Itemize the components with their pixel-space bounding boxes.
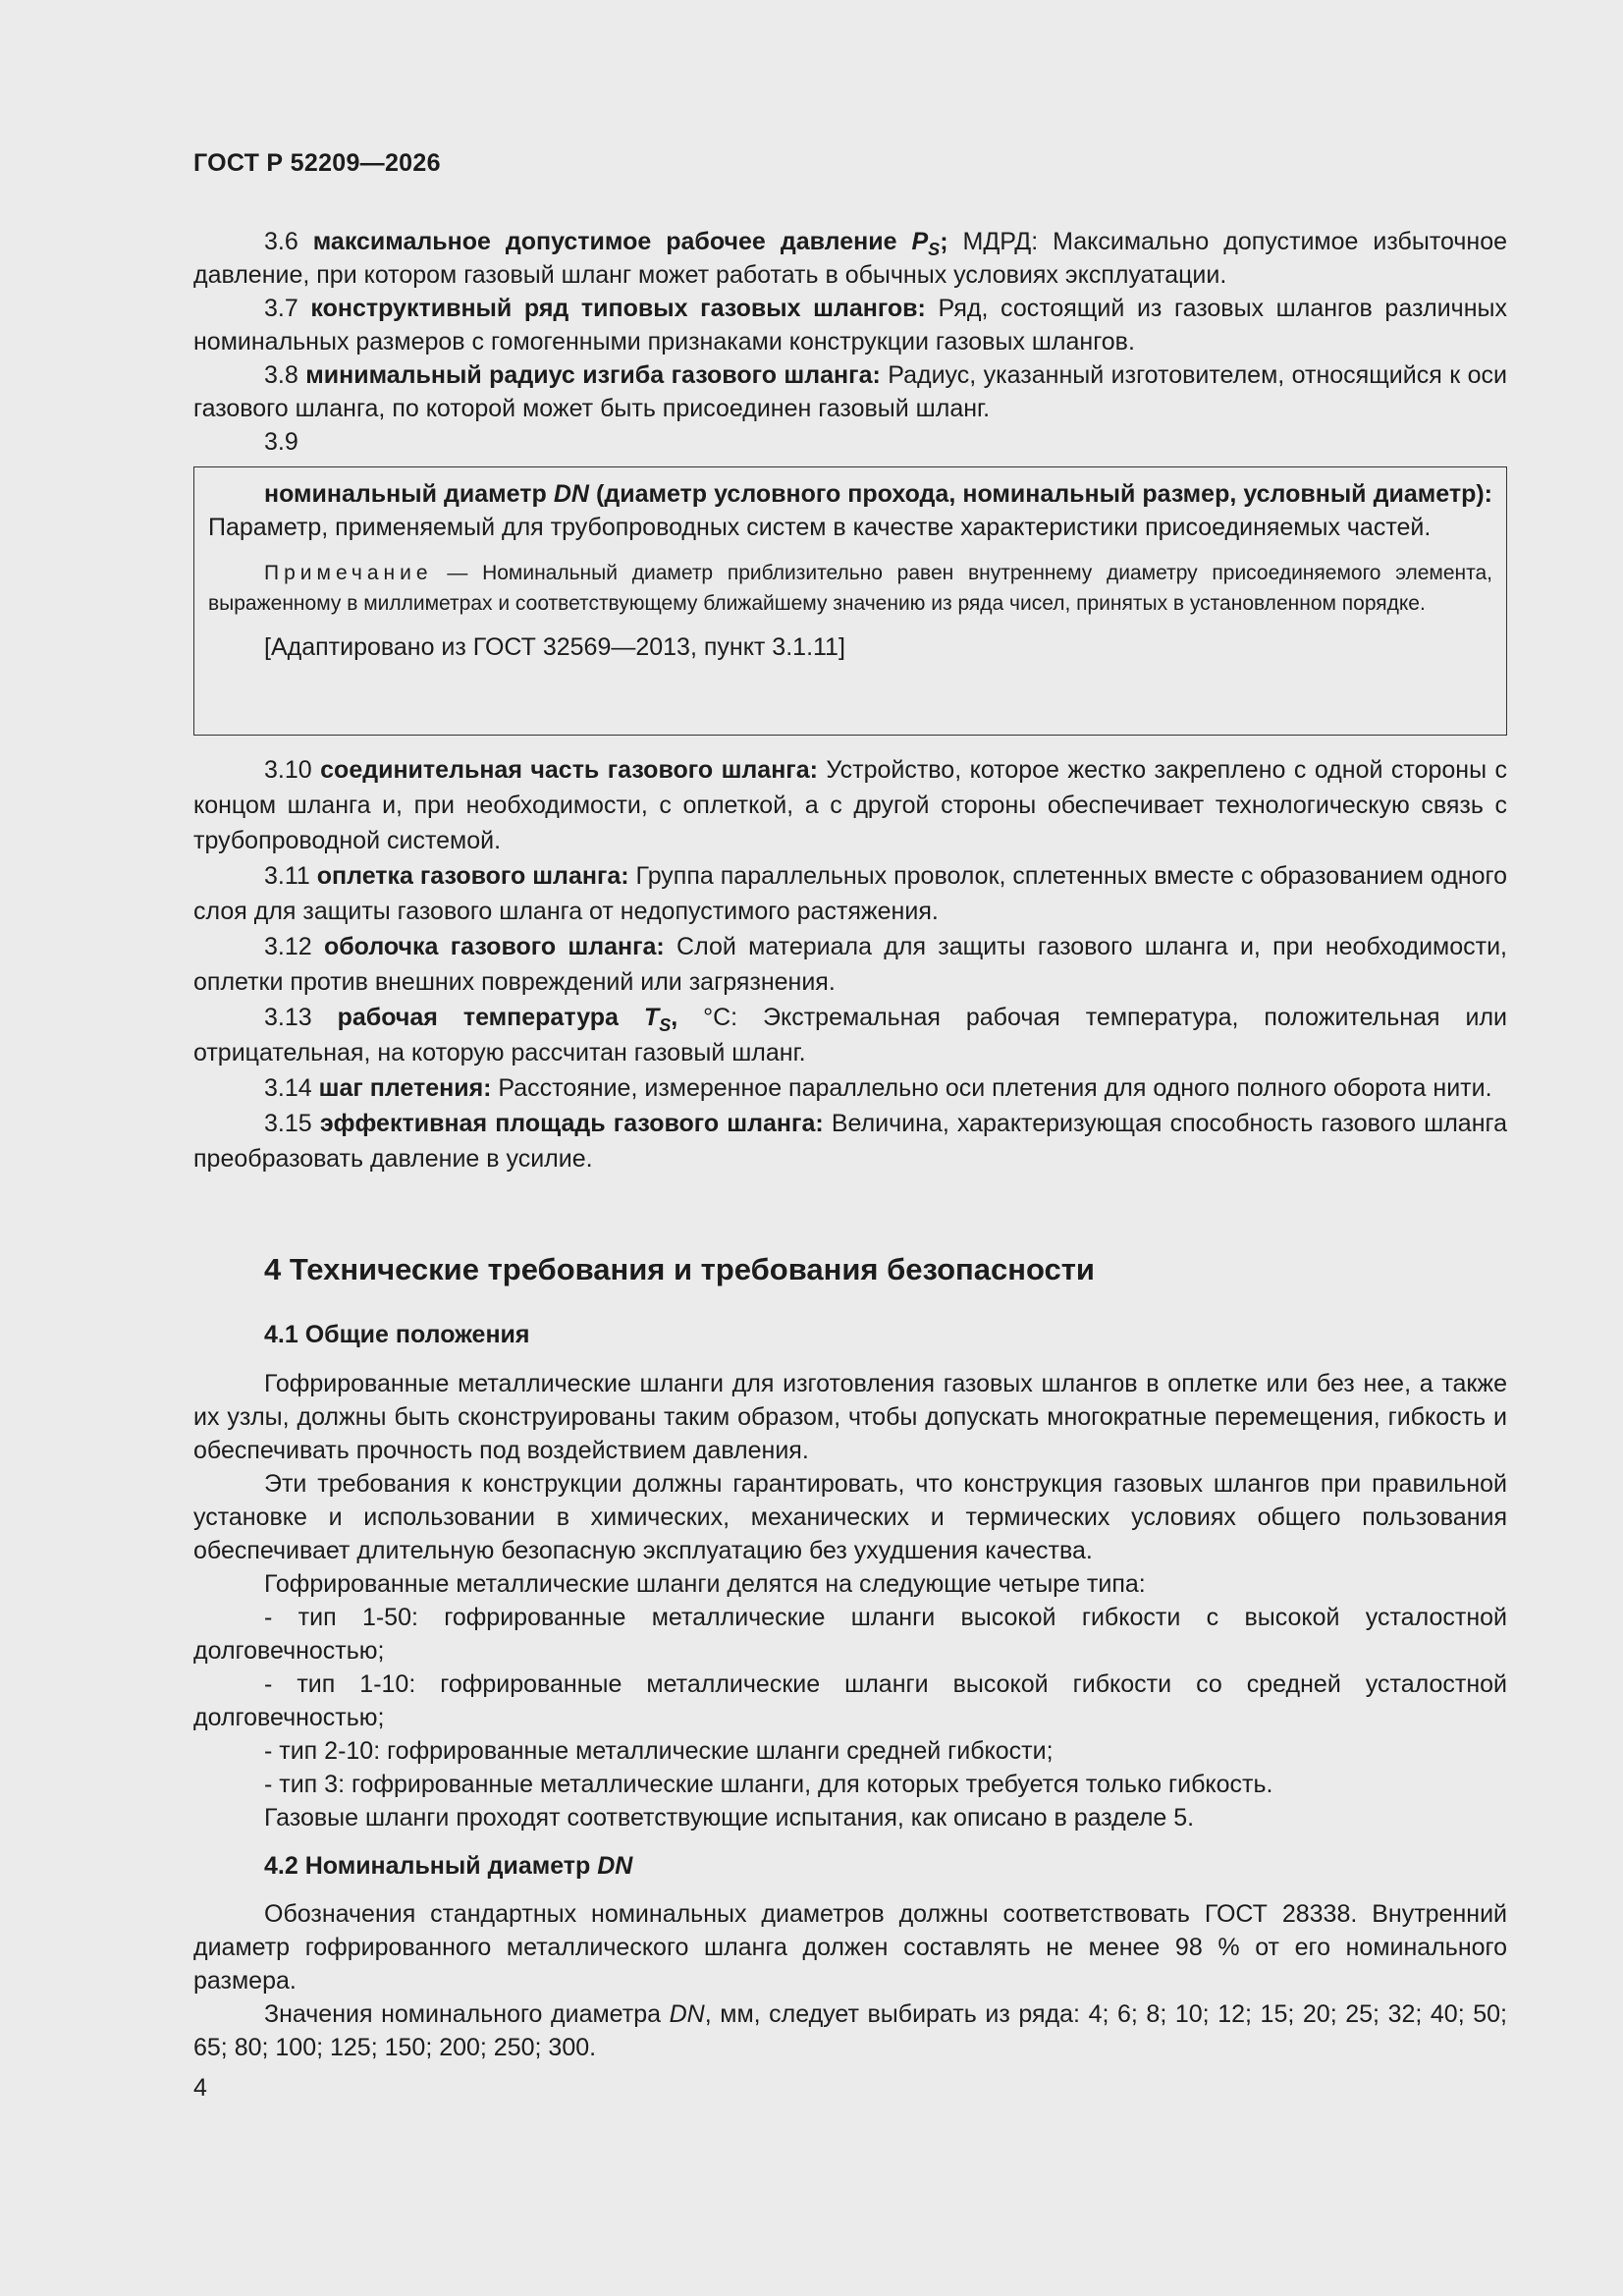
paragraph: Гофрированные металлические шланги для изготовления газовых шлангов в оплетке или без нее, а также их узлы, должны быть сконструированы таким образом, чтобы допускать многократные перемещения, гибкость и обеспечивать прочность под воздействием давления.	[193, 1370, 1507, 1464]
terms-top	[193, 225, 1507, 459]
term-3-10: 3.10 соединительная часть газового шланга: Устройство, которое жестко закреплено с одной стороны с концом шланга и, при необходимости, с оплеткой, а с другой стороны обеспечивает технологическую связь с трубопроводной системой.	[193, 756, 1508, 854]
list-item: - тип 1-10: гофрированные металлические шланги высокой гибкости со средней усталостной долговечностью;	[193, 1670, 1507, 1731]
terms-bottom	[193, 752, 1507, 1176]
term-3-6: 3.6 максимальное допустимое рабочее давление $P_S$; МДРД: Максимально допустимое избыточное давление, при котором газовый шланг может работать в обычных условиях эксплуатации.	[193, 228, 1507, 289]
section-4-title: 4 Технические требования и требования безопасности	[264, 1252, 1095, 1286]
list-item: - тип 1-50: гофрированные металлические шланги высокой гибкости с высокой усталостной долговечностью;	[193, 1604, 1507, 1665]
paragraph: Газовые шланги проходят соответствующие испытания, как описано в разделе 5.	[264, 1804, 1195, 1831]
term-3-9-number: 3.9	[264, 428, 298, 456]
term-3-8: 3.8 минимальный радиус изгиба газового шланга: Радиус, указанный изготовителем, относящийся к оси газового шланга, по которой может быть присоединен газовый шланг.	[193, 361, 1507, 422]
boxed-term: номинальный диаметр DN (диаметр условного прохода, номинальный размер, условный диаметр): Параметр, применяемый для трубопроводных систем в качестве характеристики присоединяемых частей.	[208, 480, 1492, 541]
boxed-definition	[193, 466, 1507, 736]
term-3-11: 3.11 оплетка газового шланга: Группа параллельных проволок, сплетенных вместе с образованием одного слоя для защиты газового шланга от недопустимого растяжения.	[193, 862, 1507, 925]
paragraph: Эти требования к конструкции должны гарантировать, что конструкция газовых шлангов при правильной установке и использовании в химических, механических и термических условиях общего пользования обеспечивает длительную безопасную эксплуатацию без ухудшения качества.	[193, 1470, 1507, 1564]
term-3-13: 3.13 рабочая температура $T_S$, °С: Экстремальная рабочая температура, положительная или отрицательная, на которую рассчитан газовый шланг.	[193, 1004, 1508, 1066]
paragraph: Значения номинального диаметра DN, мм, следует выбирать из ряда: 4; 6; 8; 10; 12; 15; 20; 25; 32; 40; 50; 65; 80; 100; 125; 150; 200; 250; 300.	[193, 2000, 1507, 2061]
term-3-14: 3.14 шаг плетения: Расстояние, измеренное параллельно оси плетения для одного полного оборота нити.	[264, 1074, 1492, 1102]
term-3-15: 3.15 эффективная площадь газового шланга: Величина, характеризующая способность газового шланга преобразовать давление в усилие.	[193, 1110, 1507, 1173]
boxed-source: [Адаптировано из ГОСТ 32569—2013, пункт 3.1.11]	[264, 633, 845, 661]
section-4-2-title: 4.2 Номинальный диаметр DN	[264, 1852, 633, 1880]
paragraph: Гофрированные металлические шланги делятся на следующие четыре типа:	[264, 1570, 1146, 1598]
paragraph: Обозначения стандартных номинальных диаметров должны соответствовать ГОСТ 28338. Внутренний диаметр гофрированного металлического шланга должен составлять не менее 98 % от его номинального размера.	[193, 1900, 1507, 1995]
section-4-2-body	[193, 1897, 1507, 2064]
page-number: 4	[193, 2074, 207, 2102]
list-item: - тип 2-10: гофрированные металлические шланги средней гибкости;	[264, 1737, 1054, 1765]
term-3-7: 3.7 конструктивный ряд типовых газовых шлангов: Ряд, состоящий из газовых шлангов различных номинальных размеров с гомогенными признаками конструкции газовых шлангов.	[193, 295, 1507, 355]
list-item: - тип 3: гофрированные металлические шланги, для которых требуется только гибкость.	[264, 1771, 1273, 1798]
term-3-12: 3.12 оболочка газового шланга: Слой материала для защиты газового шланга и, при необходимости, оплетки против внешних повреждений или загрязнения.	[193, 933, 1508, 996]
section-4-1-body	[193, 1367, 1507, 1834]
boxed-note: Примечание — Номинальный диаметр приблизительно равен внутреннему диаметру присоединяемого элемента, выраженному в миллиметрах и соответствующему ближайшему значению из ряда чисел, принятых в установленном порядке.	[208, 562, 1492, 615]
standard-header: ГОСТ Р 52209—2026	[193, 149, 441, 177]
section-4-1-title: 4.1 Общие положения	[264, 1321, 530, 1348]
